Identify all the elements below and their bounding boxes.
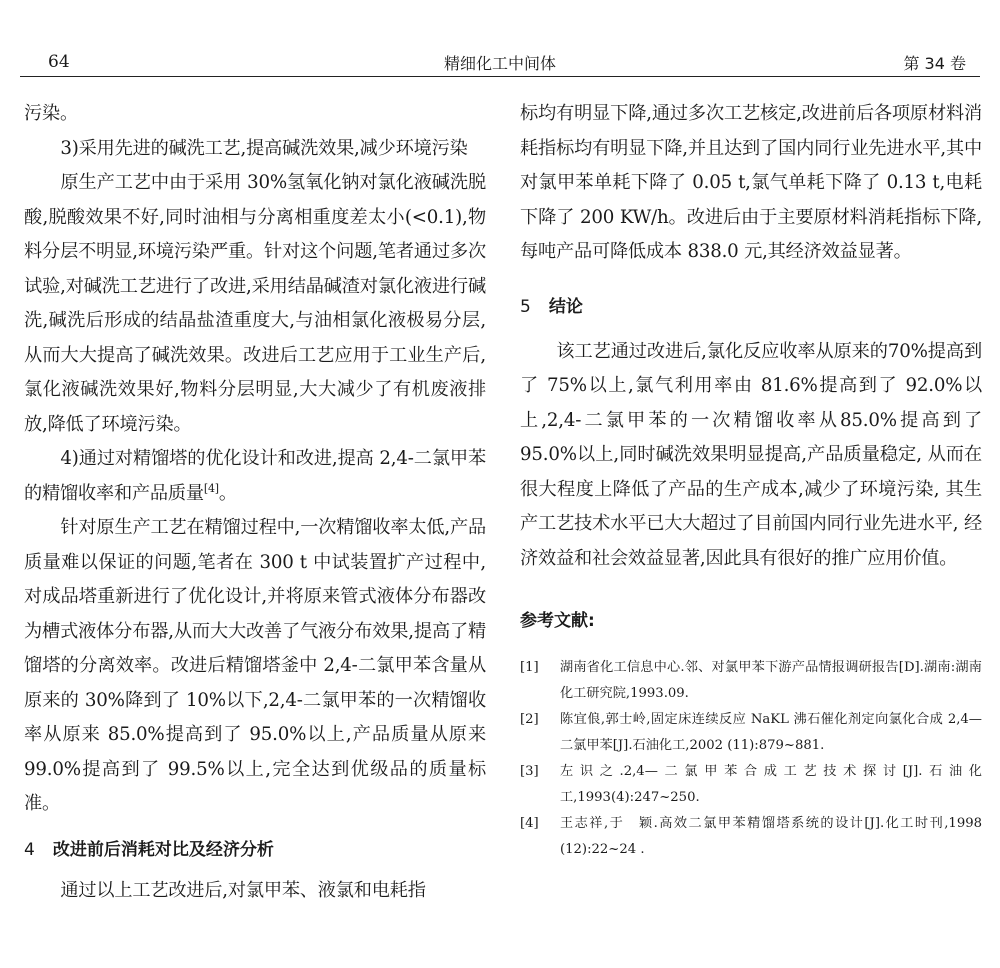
reference-item — [520, 707, 982, 759]
paragraph-distillation: 针对原生产工艺在精馏过程中,一次精馏收率太低,产品质量难以保证的问题,笔者在 300 t 中试装置扩产过程中,对成品塔重新进行了优化设计,并将原来管式液体分布器改为槽式液体分布器,从而大大改善了气液分布效果,提高了精馏塔的分离效率。改进后精馏塔釜中 2,4-二氯甲苯含量从原来的 30%降到了 10%以下,2,4-二氯甲苯的一次精馏收率从原来 85.0%提高到了 95.0%以上,产品质量从原来 99.0%提高到了 99.5%以上,完全达到优级品的质量标准。 — [24, 517, 486, 814]
left-column — [24, 97, 486, 908]
item-4-text: 4)通过对精馏塔的优化设计和改进,提高 2,4-二氯甲苯的精馏收率和产品质量 — [24, 448, 486, 504]
section-5-number: 5 — [520, 296, 531, 317]
reference-number: [3] — [520, 764, 539, 779]
references-title: 参考文献: — [520, 611, 595, 631]
right-column — [520, 97, 982, 863]
reference-item — [520, 655, 982, 707]
reference-text: 陈宜俍,郭士岭,固定床连续反应 NaKL 沸石催化剂定向氯化合成 2,4—二氯甲苯[J].石油化工,2002 (11):879~881. — [560, 712, 982, 753]
paragraph-section-4: 通过以上工艺改进后,对氯甲苯、液氯和电耗指 — [60, 879, 426, 901]
references-list — [520, 655, 982, 863]
reference-text: 王志祥,于 颖.高效二氯甲苯精馏塔系统的设计[J].化工时刊,1998 (12):22~24 . — [560, 816, 982, 857]
paragraph-alkali-wash: 原生产工艺中由于采用 30%氢氧化钠对氯化液碱洗脱酸,脱酸效果不好,同时油相与分离相重度差太小(<0.1),物料分层不明显,环境污染严重。针对这个问题,笔者通过多次试验,对碱洗工艺进行了改进,采用结晶碱渣对氯化液进行碱洗,碱洗后形成的结晶盐渣重度大,与油相氯化液极易分层,从而大大提高了碱洗效果。改进后工艺应用于工业生产后,氯化液碱洗效果好,物料分层明显,大大减少了有机废液排放,降低了环境污染。 — [24, 172, 486, 435]
reference-number: [2] — [520, 712, 539, 727]
citation-4: [4] — [203, 481, 219, 495]
page-header — [20, 50, 980, 77]
reference-number: [4] — [520, 816, 539, 831]
section-5-title: 结论 — [548, 296, 583, 317]
paragraph-item-3: 3)采用先进的碱洗工艺,提高碱洗效果,减少环境污染 — [60, 137, 468, 159]
section-5-heading — [520, 292, 982, 317]
volume-label: 第 34 卷 — [903, 54, 966, 73]
paragraph-conclusion: 该工艺通过改进后,氯化反应收率从原来的70%提高到了 75%以上,氯气利用率由 81.6%提高到了 92.0%以上,2,4-二氯甲苯的一次精馏收率从85.0%提高到了 95.0%以上,同时碱洗效果明显提高,产品质量稳定, 从而在很大程度上降低了产品的生产成本,减少了环境污染, 其生产工艺技术水平已大大超过了目前国内同行业先进水平, 经济效益和社会效益显著,因此具有很好的推广应用价值。 — [520, 340, 982, 569]
reference-item — [520, 759, 982, 811]
section-4-number: 4 — [24, 839, 35, 860]
section-4-title: 改进前后消耗对比及经济分析 — [52, 839, 274, 860]
page-number: 64 — [48, 52, 70, 72]
paragraph-item-4 — [24, 442, 486, 511]
reference-text: 湖南省化工信息中心.邻、对氯甲苯下游产品情报调研报告[D].湖南:湖南化工研究院,1993.09. — [560, 660, 982, 701]
reference-item — [520, 811, 982, 863]
paragraph-continuation: 污染。 — [24, 103, 78, 124]
journal-title: 精细化工中间体 — [443, 54, 556, 73]
item-4-end: 。 — [218, 482, 237, 504]
reference-text: 左识之.2,4—二氯甲苯合成工艺技术探讨[J].石油化工,1993(4):247~250. — [560, 764, 982, 805]
section-4-heading — [24, 835, 486, 860]
paragraph-consumption: 标均有明显下降,通过多次工艺核定,改进前后各项原材料消耗指标均有明显下降,并且达到了国内同行业先进水平,其中对氯甲苯单耗下降了 0.05 t,氯气单耗下降了 0.13 t,电耗下降了 200 KW/h。改进后由于主要原材料消耗指标下降,每吨产品可降低成本 838.0 元,其经济效益显著。 — [520, 103, 982, 262]
reference-number: [1] — [520, 660, 539, 675]
